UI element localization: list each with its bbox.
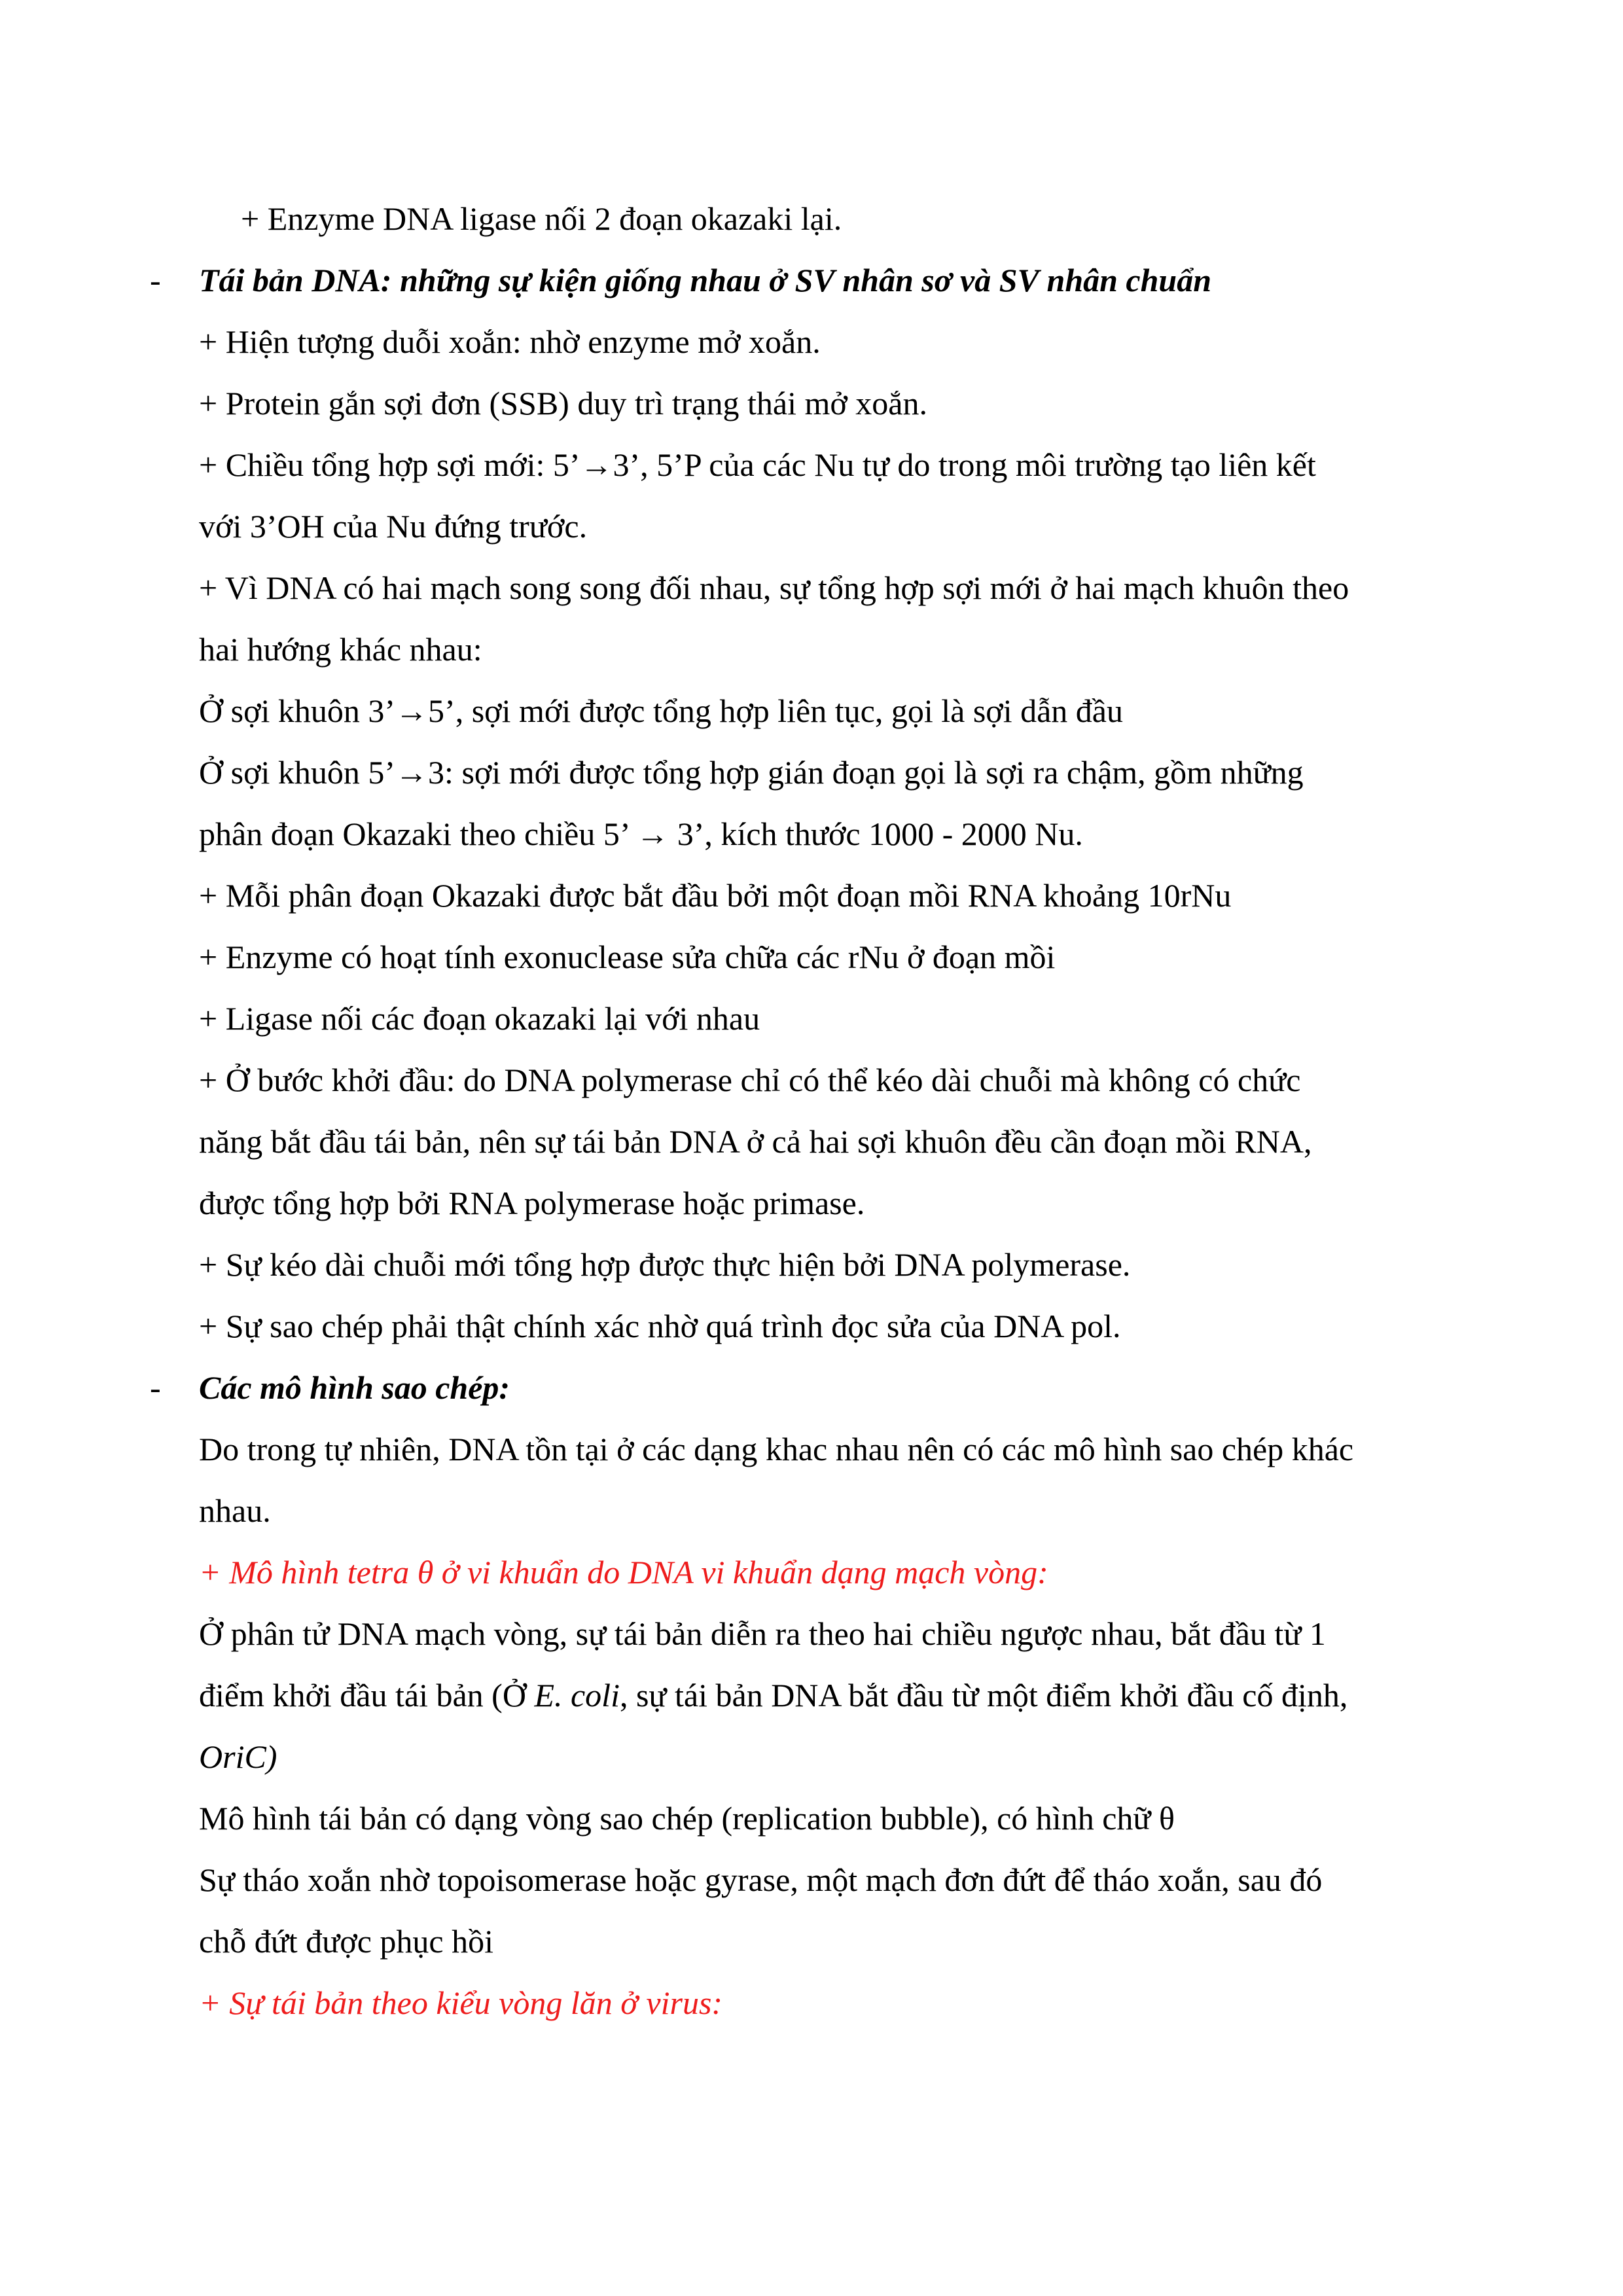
subsection-heading: + Mô hình tetra θ ở vi khuẩn do DNA vi khuẩn dạng mạch vòng: — [199, 1554, 1048, 1590]
text-line: + Sự sao chép phải thật chính xác nhờ quá trình đọc sửa của DNA pol. — [199, 1308, 1121, 1344]
text-line: OriC) — [199, 1738, 277, 1775]
section-heading: Tái bản DNA: những sự kiện giống nhau ở SV nhân sơ và SV nhân chuẩn — [199, 262, 1212, 298]
text-line: Ở sợi khuôn 3’→5’, sợi mới được tổng hợp liên tục, gọi là sợi dẫn đầu — [199, 692, 1123, 729]
text-line: + Ligase nối các đoạn okazaki lại với nhau — [199, 1000, 760, 1037]
text-line: + Mỗi phân đoạn Okazaki được bắt đầu bởi một đoạn mồi RNA khoảng 10rNu — [199, 877, 1232, 914]
species-name: E. coli — [534, 1677, 620, 1713]
text-line: Mô hình tái bản có dạng vòng sao chép (replication bubble), có hình chữ θ — [199, 1800, 1175, 1837]
text-line: phân đoạn Okazaki theo chiều 5’ → 3’, kích thước 1000 - 2000 Nu. — [199, 816, 1083, 852]
text-line: + Enzyme DNA ligase nối 2 đoạn okazaki lại. — [241, 200, 842, 237]
text-line: + Enzyme có hoạt tính exonuclease sửa chữa các rNu ở đoạn mồi — [199, 939, 1056, 975]
text-line: với 3’OH của Nu đứng trước. — [199, 508, 588, 545]
text-line: Ở phân tử DNA mạch vòng, sự tái bản diễn ra theo hai chiều ngược nhau, bắt đầu từ 1 — [199, 1615, 1326, 1652]
section-heading: Các mô hình sao chép: — [199, 1369, 510, 1406]
text-line: nhau. — [199, 1492, 271, 1529]
text-line: năng bắt đầu tái bản, nên sự tái bản DNA ở cả hai sợi khuôn đều cần đoạn mồi RNA, — [199, 1123, 1312, 1160]
text-line: + Sự kéo dài chuỗi mới tổng hợp được thực hiện bởi DNA polymerase. — [199, 1246, 1131, 1283]
text-segment: điểm khởi đầu tái bản (Ở — [199, 1677, 535, 1713]
text-line — [199, 1676, 1347, 1715]
text-line: hai hướng khác nhau: — [199, 631, 482, 668]
text-line: + Protein gắn sợi đơn (SSB) duy trì trạng thái mở xoắn. — [199, 385, 927, 422]
text-line: + Ở bước khởi đầu: do DNA polymerase chỉ có thể kéo dài chuỗi mà không có chức — [199, 1062, 1301, 1098]
list-dash: - — [150, 262, 161, 298]
text-line: + Vì DNA có hai mạch song song đối nhau, sự tổng hợp sợi mới ở hai mạch khuôn theo — [199, 569, 1349, 606]
text-line: Ở sợi khuôn 5’→3: sợi mới được tổng hợp gián đoạn gọi là sợi ra chậm, gồm những — [199, 754, 1304, 791]
text-line: chỗ đứt được phục hồi — [199, 1923, 493, 1960]
text-line: Sự tháo xoắn nhờ topoisomerase hoặc gyrase, một mạch đơn đứt để tháo xoắn, sau đó — [199, 1861, 1323, 1898]
text-segment: , sự tái bản DNA bắt đầu từ một điểm khởi đầu cố định, — [619, 1677, 1348, 1713]
subsection-heading: + Sự tái bản theo kiểu vòng lăn ở virus: — [199, 1984, 723, 2021]
text-line: + Hiện tượng duỗi xoắn: nhờ enzyme mở xoắn. — [199, 323, 821, 360]
text-line: Do trong tự nhiên, DNA tồn tại ở các dạng khac nhau nên có các mô hình sao chép khác — [199, 1431, 1354, 1467]
list-dash: - — [150, 1369, 161, 1406]
text-line: + Chiều tổng hợp sợi mới: 5’→3’, 5’P của các Nu tự do trong môi trường tạo liên kết — [199, 446, 1316, 483]
text-line: được tổng hợp bởi RNA polymerase hoặc primase. — [199, 1185, 865, 1221]
